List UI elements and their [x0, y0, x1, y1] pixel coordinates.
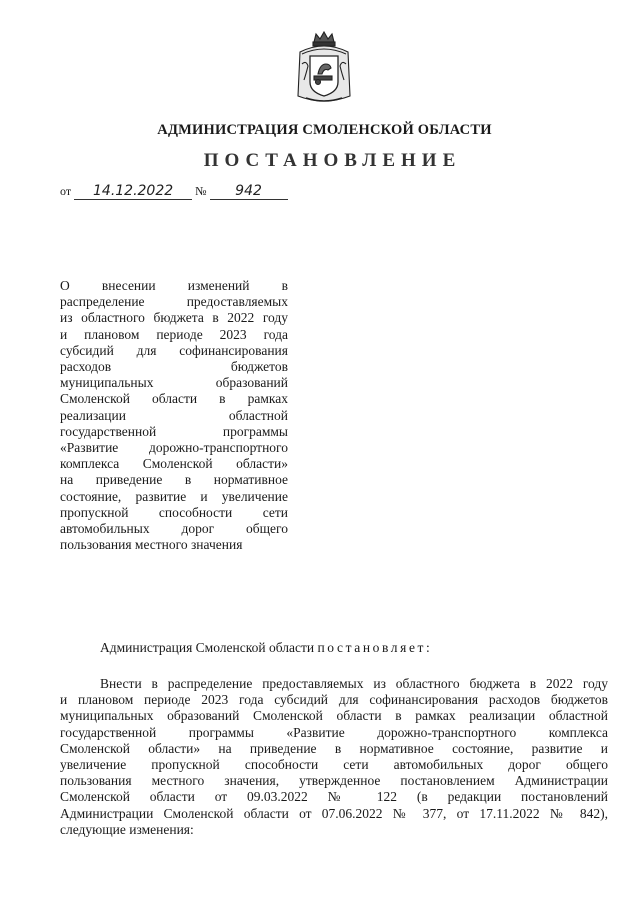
- organization-title: АДМИНИСТРАЦИЯ СМОЛЕНСКОЙ ОБЛАСТИ: [157, 122, 492, 138]
- document-type-title: ПОСТАНОВЛЕНИЕ: [203, 150, 462, 171]
- subject-line: пользования местного значения: [60, 537, 243, 553]
- body-line: Внести в распределение предоставляемых из областного бюджета в 2022 году: [100, 676, 608, 691]
- subject-line: государственной программы: [60, 423, 288, 439]
- number-label: №: [195, 184, 207, 198]
- subject-line: муниципальных образований: [60, 375, 288, 391]
- body-line: и плановом периоде 2023 года субсидий для софинансирования расходов бюджетов: [60, 692, 608, 708]
- subject-line: состояние, развитие и увеличение: [60, 488, 288, 504]
- body-line: Смоленской области от 09.03.2022 № 122 (в редакции постановлений: [60, 789, 608, 805]
- subject-line: О внесении изменений в: [60, 278, 288, 293]
- body-line: Смоленской области» на приведение в нормативное состояние, развитие и: [60, 740, 608, 756]
- subject-line: пропускной способности сети: [60, 504, 288, 520]
- subject-line: «Развитие дорожно-транспортного: [60, 440, 288, 456]
- subject-line: Смоленской области в рамках: [60, 391, 288, 407]
- decree-intro-text: Администрация Смоленской области: [100, 640, 315, 655]
- decree-intro-verb: постановляет:: [317, 640, 433, 655]
- subject-line: расходов бюджетов: [60, 359, 288, 375]
- subject-line: автомобильных дорог общего: [60, 521, 288, 537]
- body-line: муниципальных образований Смоленской области в рамках реализации областной: [60, 708, 608, 724]
- body-line: пользования местного значения, утвержденное постановлением Администрации: [60, 773, 608, 789]
- date-from-label: от: [60, 184, 72, 198]
- subject-line: распределение предоставляемых: [60, 294, 288, 310]
- document-subject: [60, 278, 288, 553]
- decree-intro: [100, 640, 432, 656]
- body-line: государственной программы «Развитие дорожно-транспортного комплекса: [60, 724, 608, 740]
- coat-of-arms-emblem: [294, 30, 354, 108]
- subject-line: комплекса Смоленской области»: [60, 456, 288, 472]
- body-line: увеличение пропускной способности сети автомобильных дорог общего: [60, 757, 608, 773]
- subject-line: субсидий для софинансирования: [60, 342, 288, 358]
- document-number: 942: [210, 183, 288, 200]
- subject-line: на приведение в нормативное: [60, 472, 288, 488]
- subject-line: реализации областной: [60, 407, 288, 423]
- subject-line: и плановом периоде 2023 года: [60, 326, 288, 342]
- body-line: Администрации Смоленской области от 07.06.2022 № 377, от 17.11.2022 № 842),: [60, 805, 608, 821]
- subject-line: из областного бюджета в 2022 году: [60, 310, 288, 326]
- document-date: 14.12.2022: [74, 183, 192, 200]
- body-line: следующие изменения:: [60, 821, 194, 837]
- decree-body-paragraph: [60, 676, 608, 838]
- date-number-line: [60, 183, 288, 200]
